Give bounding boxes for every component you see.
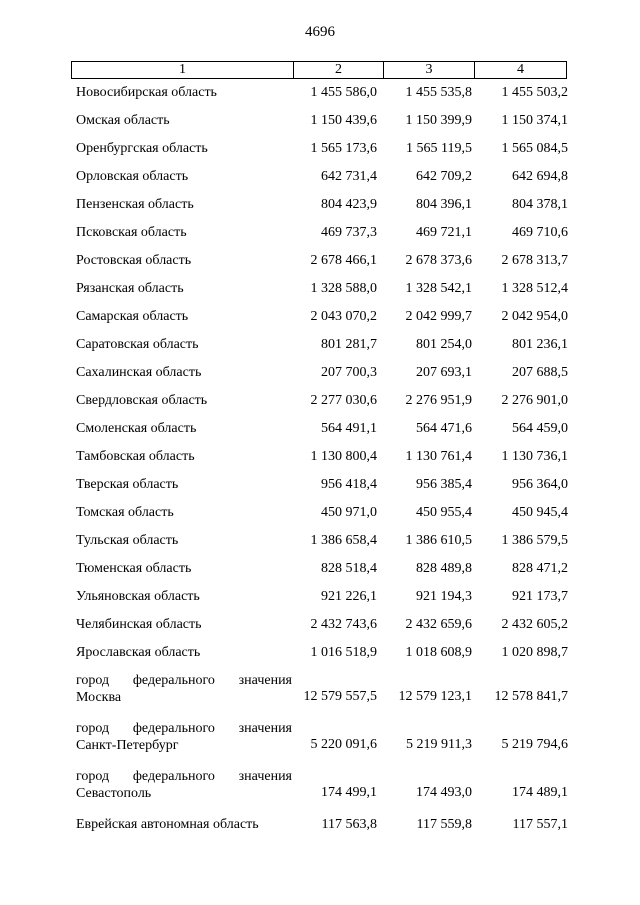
region-name: Ульяновская область (76, 589, 200, 604)
table-row (72, 443, 568, 471)
table-row (72, 811, 568, 839)
value-col-3: 2 678 373,6 (405, 253, 472, 268)
value-col-4: 801 236,1 (512, 337, 568, 352)
value-col-2: 207 700,3 (321, 365, 377, 380)
table-row (72, 471, 568, 499)
region-name-line-2: Севастополь (76, 786, 152, 801)
region-name: Сахалинская область (76, 365, 202, 380)
value-col-2: 642 731,4 (321, 169, 377, 184)
value-col-3: 450 955,4 (416, 505, 472, 520)
value-col-3: 2 432 659,6 (405, 617, 472, 632)
value-col-3: 804 396,1 (416, 197, 472, 212)
value-col-3: 801 254,0 (416, 337, 472, 352)
region-name (72, 672, 292, 706)
value-col-4: 2 678 313,7 (501, 253, 568, 268)
value-col-2: 1 016 518,9 (310, 645, 377, 660)
value-col-4: 2 042 954,0 (501, 309, 568, 324)
value-col-2: 1 130 800,4 (310, 449, 377, 464)
value-col-3: 207 693,1 (416, 365, 472, 380)
value-col-2: 2 043 070,2 (310, 309, 377, 324)
value-col-4: 12 578 841,7 (494, 689, 568, 704)
value-col-4: 207 688,5 (512, 365, 568, 380)
table-row (72, 763, 568, 811)
value-col-3: 921 194,3 (416, 589, 472, 604)
value-col-3: 117 559,8 (416, 817, 472, 832)
value-col-2: 117 563,8 (321, 817, 377, 832)
value-col-2: 1 328 588,0 (310, 281, 377, 296)
region-name: Саратовская область (76, 337, 199, 352)
value-col-3: 828 489,8 (416, 561, 472, 576)
value-col-3: 469 721,1 (416, 225, 472, 240)
region-name: Свердловская область (76, 393, 208, 408)
value-col-3: 2 042 999,7 (405, 309, 472, 324)
value-col-3: 1 328 542,1 (405, 281, 472, 296)
value-col-3: 1 455 535,8 (405, 85, 472, 100)
value-col-4: 469 710,6 (512, 225, 568, 240)
header-col-3: 3 (384, 62, 475, 78)
region-name: Псковская область (76, 225, 187, 240)
table-row (72, 527, 568, 555)
value-col-3: 564 471,6 (416, 421, 472, 436)
region-name: Пензенская область (76, 197, 194, 212)
region-name-line-1: город федерального значения (76, 673, 292, 688)
value-col-3: 642 709,2 (416, 169, 472, 184)
table-row (72, 611, 568, 639)
table-row (72, 667, 568, 715)
table-row (72, 163, 568, 191)
header-col-1: 1 (72, 62, 294, 78)
table-row (72, 583, 568, 611)
value-col-2: 12 579 557,5 (303, 689, 377, 704)
region-name: Тверская область (76, 477, 179, 492)
value-col-2: 1 150 439,6 (310, 113, 377, 128)
table-row (72, 415, 568, 443)
header-col-4: 4 (517, 62, 524, 77)
region-name-line-1: город федерального значения (76, 769, 292, 784)
region-name-line-1: город федерального значения (76, 721, 292, 736)
region-name: Томская область (76, 505, 174, 520)
region-name: Орловская область (76, 169, 189, 184)
table-header (71, 61, 567, 79)
table-row (72, 359, 568, 387)
value-col-4: 2 432 605,2 (501, 617, 568, 632)
region-name: Тюменская область (76, 561, 192, 576)
table-row (72, 639, 568, 667)
region-name: Новосибирская область (76, 85, 217, 100)
value-col-2: 2 678 466,1 (310, 253, 377, 268)
value-col-3: 1 150 399,9 (405, 113, 472, 128)
value-col-4: 117 557,1 (512, 817, 568, 832)
value-col-3: 174 493,0 (416, 785, 472, 800)
value-col-4: 1 386 579,5 (501, 533, 568, 548)
region-name-line-2: Москва (76, 690, 122, 705)
region-name: Самарская область (76, 309, 189, 324)
region-name: Челябинская область (76, 617, 202, 632)
value-col-4: 5 219 794,6 (501, 737, 568, 752)
table-row (72, 247, 568, 275)
value-col-2: 564 491,1 (321, 421, 377, 436)
table-row (72, 499, 568, 527)
region-name: Тульская область (76, 533, 179, 548)
value-col-4: 174 489,1 (512, 785, 568, 800)
table-row (72, 303, 568, 331)
value-col-2: 469 737,3 (321, 225, 377, 240)
region-name: Ростовская область (76, 253, 192, 268)
table-row (72, 331, 568, 359)
value-col-2: 828 518,4 (321, 561, 377, 576)
value-col-2: 1 386 658,4 (310, 533, 377, 548)
value-col-2: 1 455 586,0 (310, 85, 377, 100)
value-col-4: 1 130 736,1 (501, 449, 568, 464)
page-number: 4696 (305, 24, 335, 40)
value-col-3: 1 386 610,5 (405, 533, 472, 548)
value-col-4: 804 378,1 (512, 197, 568, 212)
value-col-3: 1 565 119,5 (406, 141, 472, 156)
region-name: Омская область (76, 113, 170, 128)
table-row (72, 275, 568, 303)
value-col-4: 564 459,0 (512, 421, 568, 436)
table-row (72, 715, 568, 763)
value-col-4: 956 364,0 (512, 477, 568, 492)
value-col-2: 804 423,9 (321, 197, 377, 212)
region-name-line-2: Санкт-Петербург (76, 738, 179, 753)
value-col-2: 801 281,7 (321, 337, 377, 352)
value-col-4: 2 276 901,0 (501, 393, 568, 408)
table-row (72, 387, 568, 415)
value-col-3: 2 276 951,9 (405, 393, 472, 408)
region-name: Оренбургская область (76, 141, 208, 156)
region-name (72, 720, 292, 754)
header-col-2: 2 (294, 62, 384, 78)
table-row (72, 107, 568, 135)
value-col-2: 5 220 091,6 (310, 737, 377, 752)
value-col-4: 1 020 898,7 (501, 645, 568, 660)
region-name: Смоленская область (76, 421, 197, 436)
value-col-3: 5 219 911,3 (406, 737, 472, 752)
value-col-2: 2 432 743,6 (310, 617, 377, 632)
table-row (72, 555, 568, 583)
value-col-4: 642 694,8 (512, 169, 568, 184)
value-col-3: 1 018 608,9 (405, 645, 472, 660)
region-name (72, 768, 292, 802)
region-name: Тамбовская область (76, 449, 195, 464)
table-row (72, 79, 568, 107)
value-col-4: 1 328 512,4 (501, 281, 568, 296)
value-col-3: 956 385,4 (416, 477, 472, 492)
region-name: Еврейская автономная область (76, 817, 259, 832)
table-body (72, 79, 568, 839)
value-col-2: 1 565 173,6 (310, 141, 377, 156)
value-col-4: 1 455 503,2 (501, 85, 568, 100)
table-row (72, 191, 568, 219)
value-col-3: 12 579 123,1 (398, 689, 472, 704)
value-col-3: 1 130 761,4 (405, 449, 472, 464)
value-col-2: 174 499,1 (321, 785, 377, 800)
value-col-4: 450 945,4 (512, 505, 568, 520)
value-col-2: 956 418,4 (321, 477, 377, 492)
table-row (72, 135, 568, 163)
value-col-2: 450 971,0 (321, 505, 377, 520)
value-col-2: 921 226,1 (321, 589, 377, 604)
region-name: Ярославская область (76, 645, 201, 660)
value-col-4: 1 150 374,1 (501, 113, 568, 128)
region-name: Рязанская область (76, 281, 184, 296)
value-col-2: 2 277 030,6 (310, 393, 377, 408)
value-col-4: 921 173,7 (512, 589, 568, 604)
table-row (72, 219, 568, 247)
value-col-4: 828 471,2 (512, 561, 568, 576)
value-col-4: 1 565 084,5 (501, 141, 568, 156)
